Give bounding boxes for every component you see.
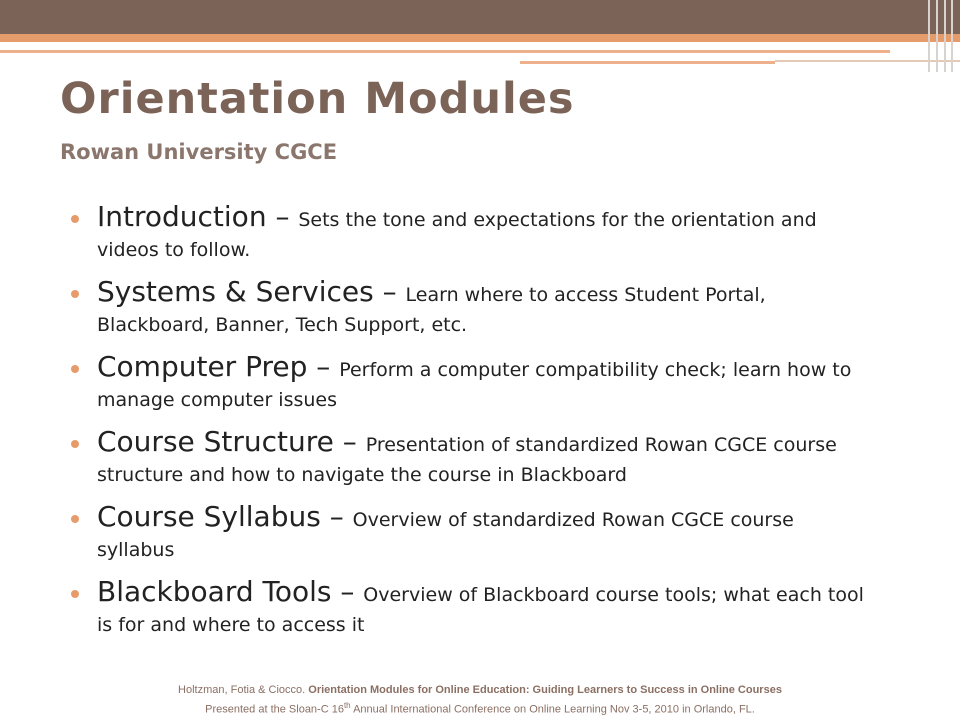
citation-conference-pre: Presented at the Sloan-C 16 [205,703,344,716]
accent-line [0,50,890,53]
citation-authors: Holtzman, Fotia & Ciocco. [178,684,306,696]
bullet-dot-icon [71,515,79,523]
accent-line [775,60,960,62]
decorative-line [944,0,946,72]
header-bar [0,0,960,34]
bullet-term: Systems & Services – [97,275,406,308]
decorative-line [936,0,938,72]
citation-superscript: th [343,701,351,710]
bullet-term: Course Structure – [97,425,366,458]
bullet-description: Sets the tone and expectations for the orientation and videos to follow. [97,209,817,261]
citation-line-1 [0,683,960,698]
citation-paper-title: Orientation Modules for Online Education: Guiding Learners to Success in Online Courses [308,684,782,696]
bullet-dot-icon [71,440,79,448]
bullet-description: Overview of Blackboard course tools; what each tool is for and where to access it [97,584,864,636]
bullet-term: Introduction – [97,200,299,233]
bullet-list [71,200,871,650]
citation-conference-post: Annual International Conference on Online Learning Nov 3-5, 2010 in Orlando, FL. [350,703,755,716]
slide-title: Orientation Modules [60,74,575,124]
bullet-dot-icon [71,590,79,598]
citation-line-2 [0,698,960,718]
decorative-line [928,0,930,72]
bullet-description: Perform a computer compatibility check; learn how to manage computer issues [97,359,852,411]
bullet-dot-icon [71,215,79,223]
bullet-item [71,275,871,340]
accent-line [520,61,775,64]
bullet-dot-icon [71,290,79,298]
bullet-item [71,350,871,415]
bullet-item [71,575,871,640]
bullet-term: Blackboard Tools – [97,575,364,608]
bullet-description: Presentation of standardized Rowan CGCE course structure and how to navigate the course in Blackboard [97,434,837,486]
bullet-term: Course Syllabus – [97,500,353,533]
slide-subtitle: Rowan University CGCE [60,140,338,164]
bullet-description: Overview of standardized Rowan CGCE course syllabus [97,509,794,561]
decorative-line [951,0,953,72]
bullet-dot-icon [71,365,79,373]
bullet-description: Learn where to access Student Portal, Blackboard, Banner, Tech Support, etc. [97,284,766,336]
bullet-item [71,500,871,565]
citation-footer [0,683,960,718]
bullet-item [71,425,871,490]
header-accent-stripe [0,34,960,42]
bullet-item [71,200,871,265]
bullet-term: Computer Prep – [97,350,340,383]
